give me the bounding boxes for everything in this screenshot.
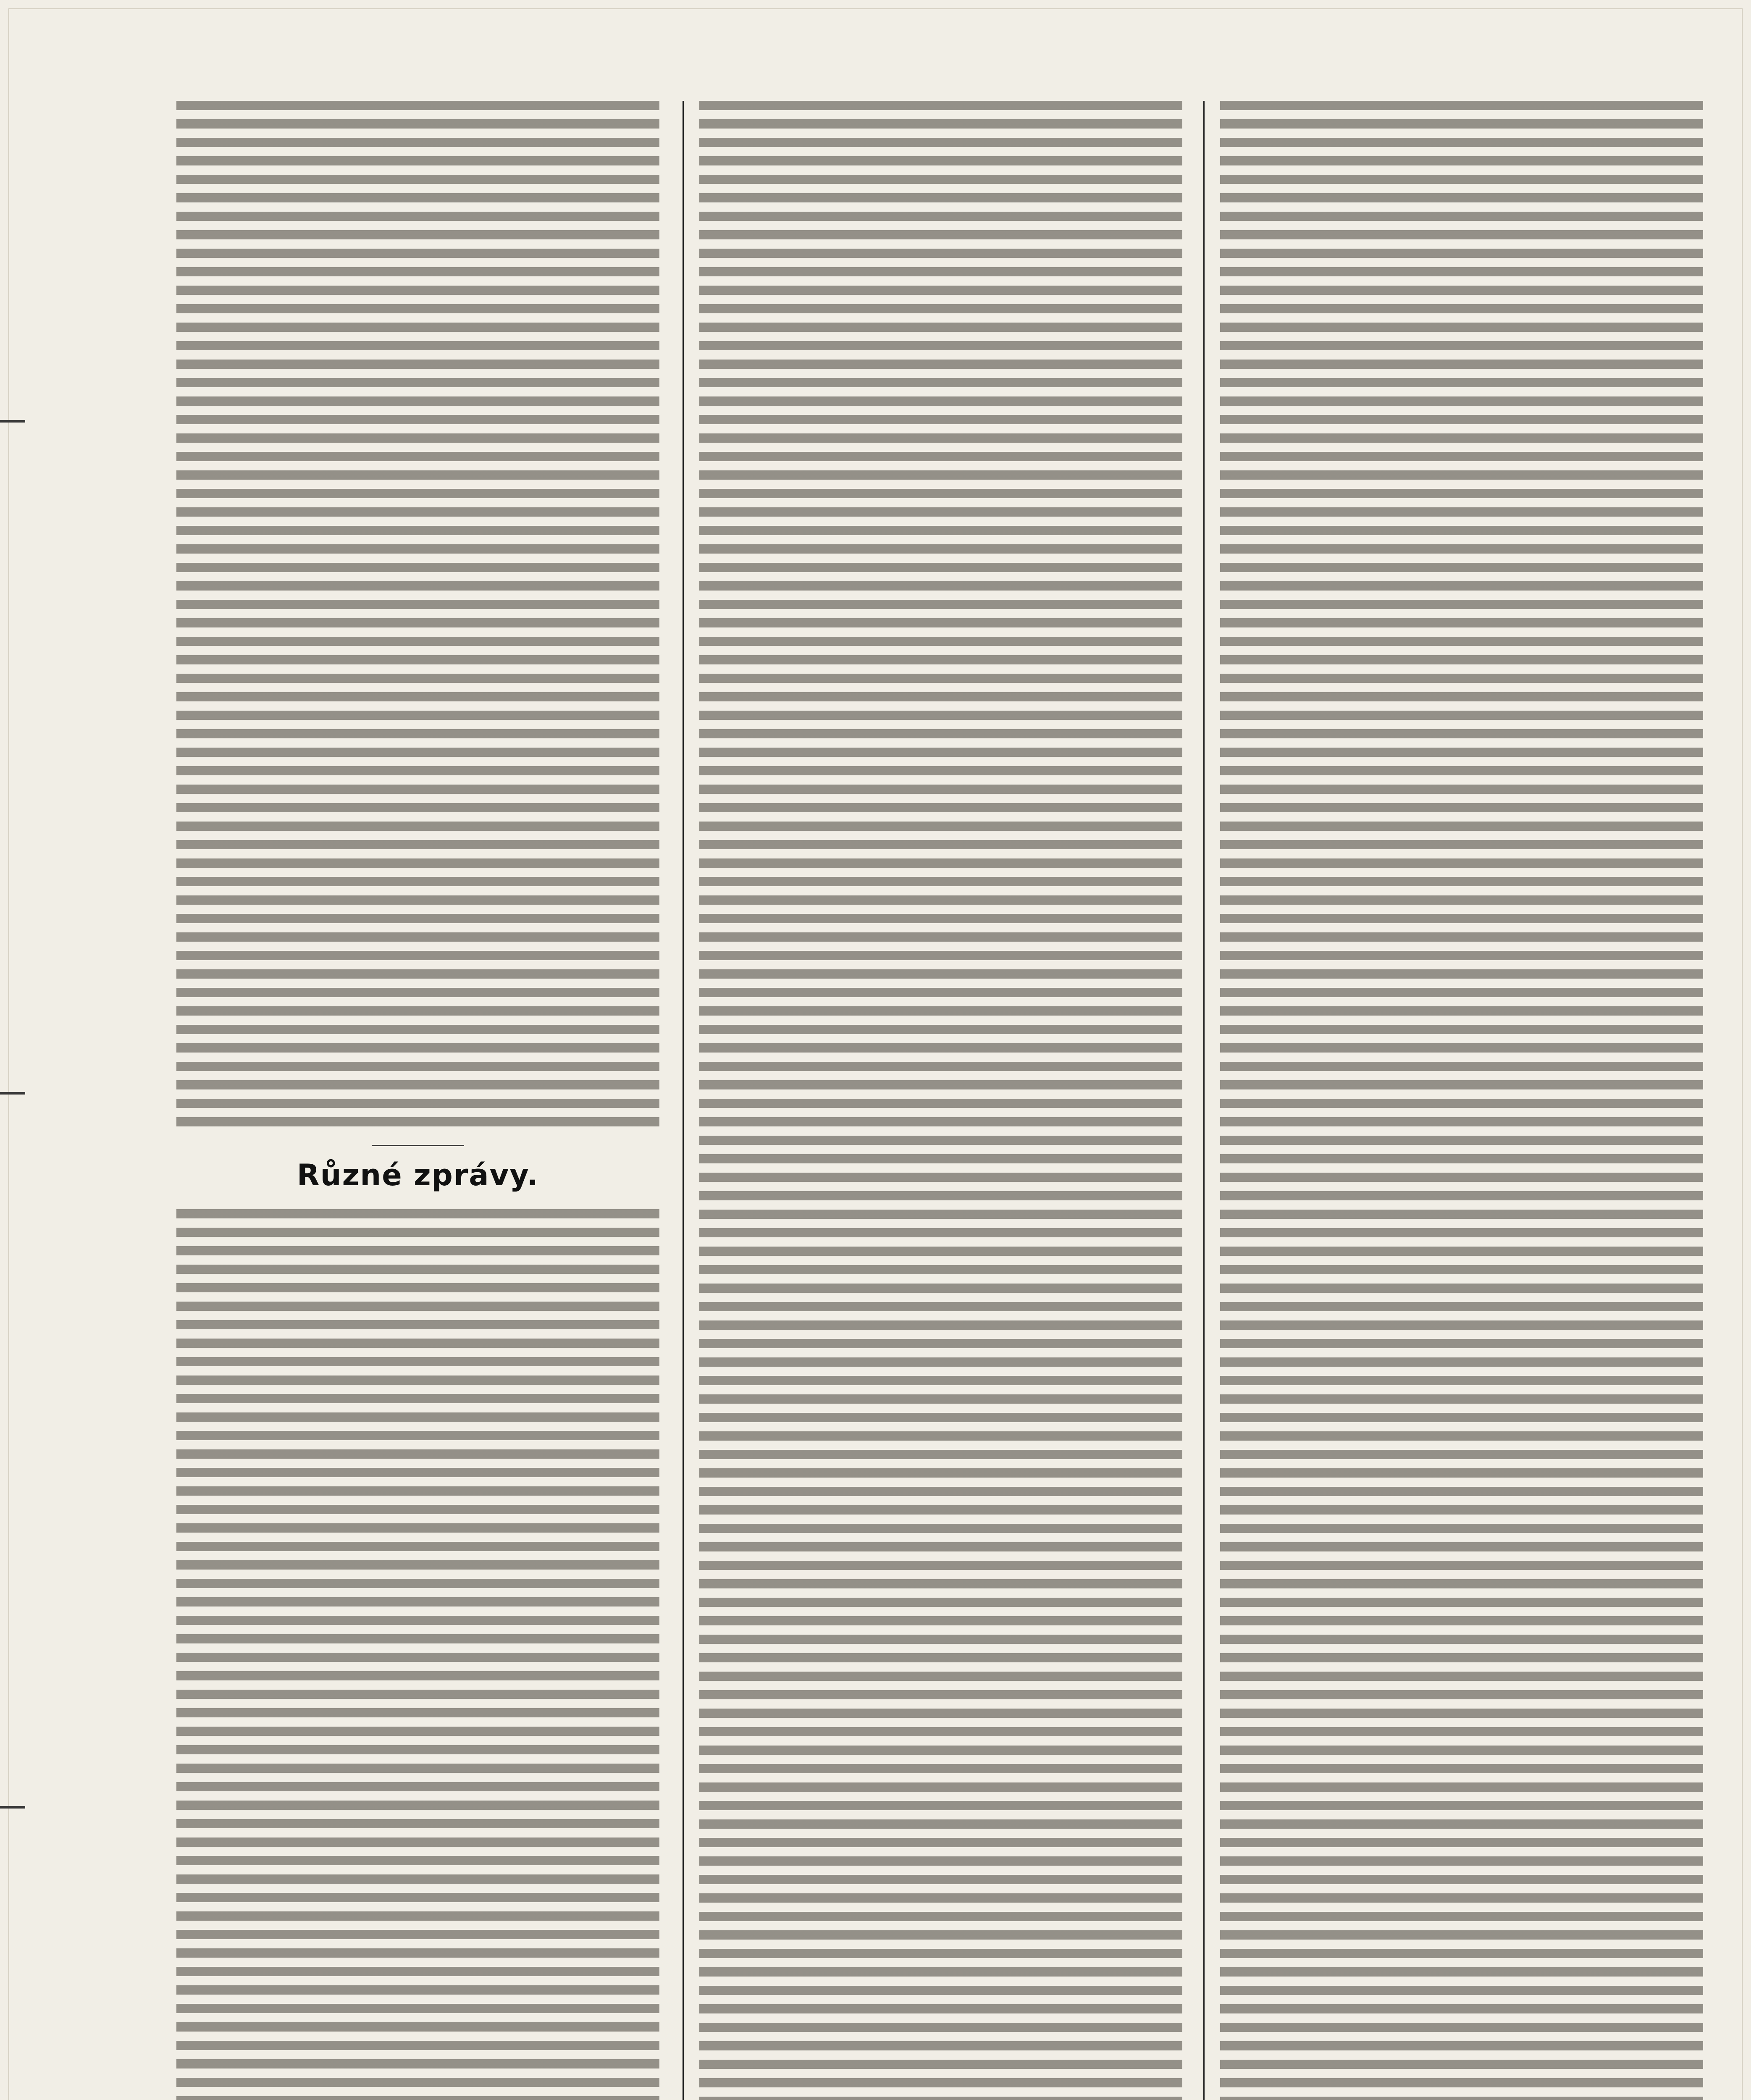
column-rule bbox=[683, 101, 684, 2100]
binding-mark bbox=[0, 1092, 25, 1095]
column-1 bbox=[176, 101, 659, 2100]
section-heading: Různé zprávy. bbox=[297, 1158, 539, 1192]
column-2 bbox=[699, 101, 1182, 2100]
text-block bbox=[176, 101, 659, 1130]
binding-mark bbox=[0, 1806, 25, 1809]
text-block bbox=[1220, 101, 1703, 2100]
binding-mark bbox=[0, 420, 25, 423]
column-rule bbox=[1203, 101, 1205, 2100]
text-block bbox=[176, 1209, 659, 2100]
text-block bbox=[699, 101, 1182, 2100]
column-3 bbox=[1220, 101, 1703, 2100]
section-divider bbox=[372, 1145, 464, 1146]
